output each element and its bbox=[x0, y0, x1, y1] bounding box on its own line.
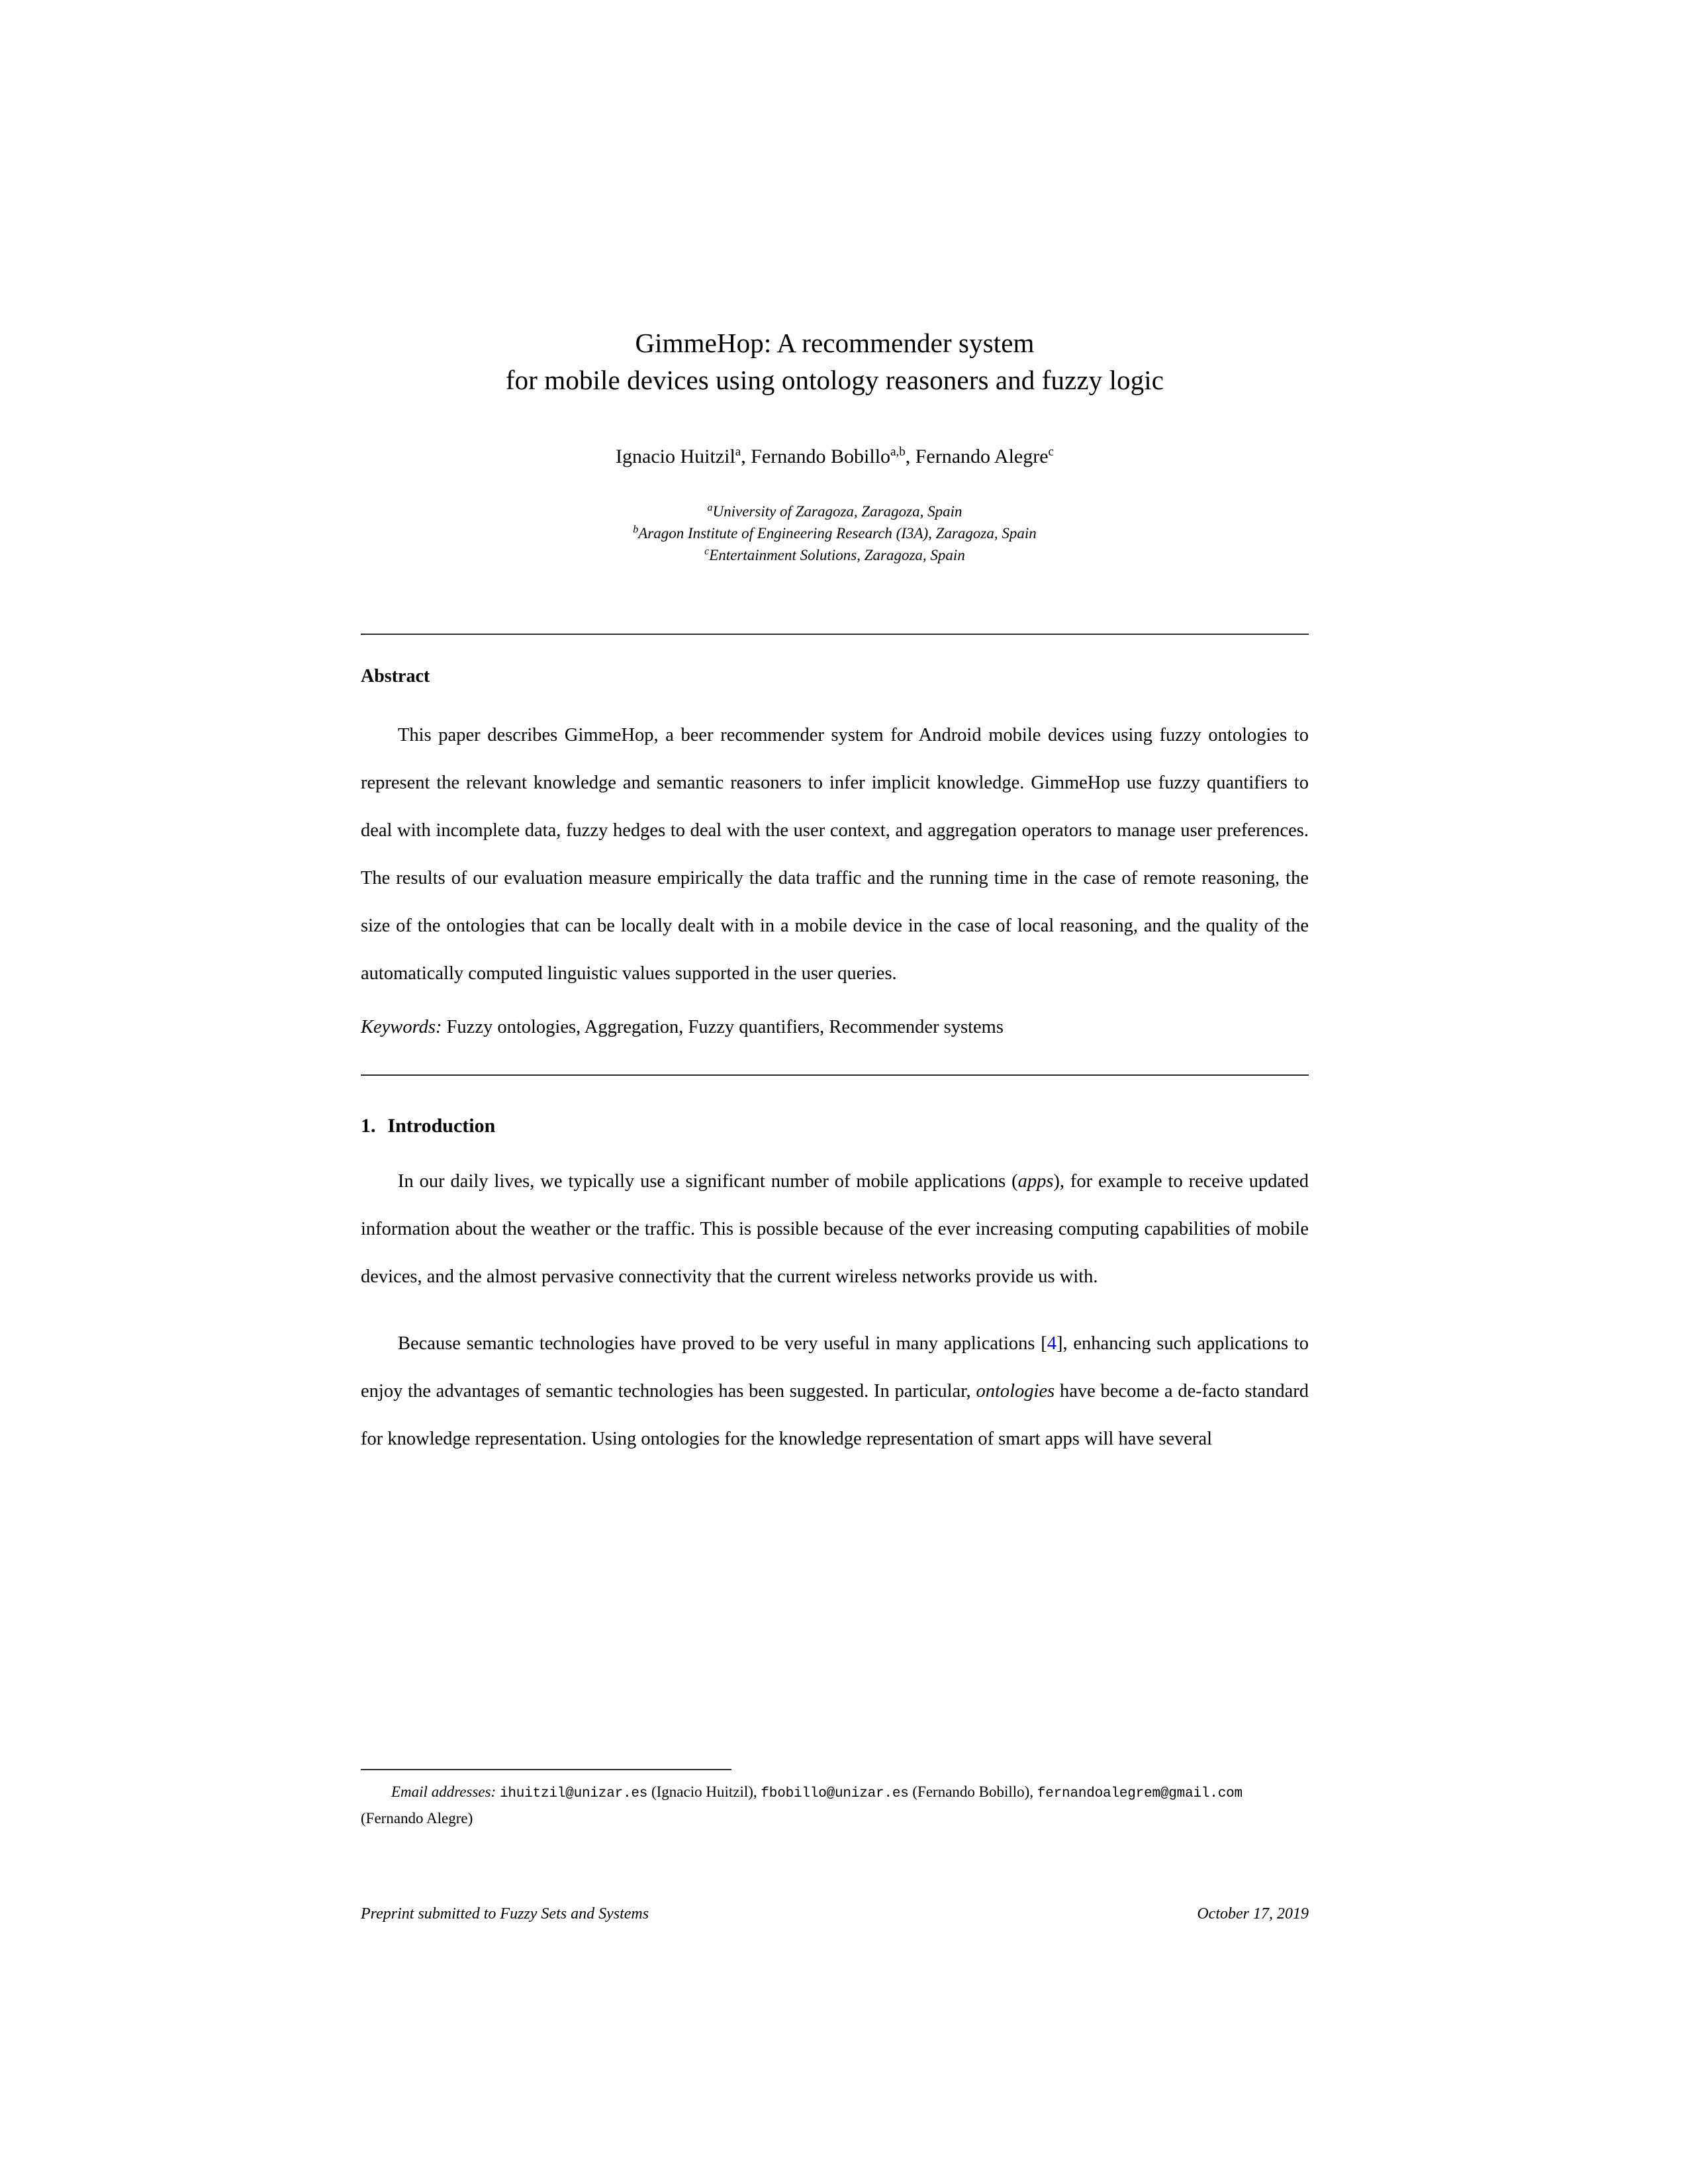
footnote-label: Email addresses: bbox=[391, 1783, 496, 1800]
author-separator-1: , bbox=[905, 446, 915, 467]
email-link-bobillo[interactable]: fbobillo@unizar.es bbox=[761, 1786, 909, 1801]
email-link-alegre[interactable]: fernandoalegrem@gmail.com bbox=[1037, 1786, 1243, 1801]
affiliation-text: University of Zaragoza, Zaragoza, Spain bbox=[712, 503, 962, 520]
footer-journal: Preprint submitted to Fuzzy Sets and Systems bbox=[361, 1905, 649, 1923]
abstract-heading: Abstract bbox=[361, 666, 430, 687]
author-name: Fernando Alegre bbox=[915, 446, 1049, 467]
section-heading-introduction bbox=[361, 1113, 1309, 1139]
body-paragraph-1 bbox=[361, 1158, 1309, 1301]
title-line-2: for mobile devices using ontology reasoners and fuzzy logic bbox=[505, 365, 1164, 395]
affiliation-marker: c bbox=[704, 546, 710, 557]
footnote-name-1: (Ignacio Huitzil), bbox=[651, 1783, 757, 1800]
paragraph-2-pre: Because semantic technologies have proved to be very useful in many applications [ bbox=[398, 1333, 1047, 1354]
affiliation-text: Entertainment Solutions, Zaragoza, Spain bbox=[709, 547, 965, 563]
author-affil-marker: a bbox=[735, 445, 741, 459]
page-footer bbox=[361, 1903, 1309, 1924]
affiliation-marker: b bbox=[633, 524, 639, 536]
keywords-list: Fuzzy ontologies, Aggregation, Fuzzy quantifiers, Recommender systems bbox=[446, 1017, 1004, 1037]
abstract-bottom-divider bbox=[361, 1074, 1309, 1076]
abstract-text: This paper describes GimmeHop, a beer recommender system for Android mobile devices using fuzzy ontologies to represent the relevant knowledge and semantic reasoners to infer implicit knowledge. GimmeHop use fuzzy quantifiers to deal with incomplete data, fuzzy hedges to deal with the user context, and aggregation operators to manage user preferences. The results of our evaluation measure empirically the data traffic and the running time in the case of remote reasoning, the size of the ontologies that can be locally dealt with in a mobile device in the case of local reasoning, and the quality of the automatically computed linguistic values supported in the user queries. bbox=[361, 725, 1309, 984]
affiliation-a bbox=[361, 500, 1309, 522]
keywords-line bbox=[361, 1012, 1309, 1043]
title-line-1: GimmeHop: A recommender system bbox=[635, 328, 1035, 358]
author-2 bbox=[915, 446, 1054, 467]
paragraph-1-post: ), for example to receive updated information about the weather or the traffic. This is possible because of the ever increasing computing capabilities of mobile devices, and the almost pervasive connectivity that the current wireless networks provide us with. bbox=[361, 1171, 1309, 1287]
affiliation-marker: a bbox=[707, 502, 713, 514]
paragraph-2-mid: ], enhancing such applications to enjoy the advantages of semantic technologies has been suggested. In particular, bbox=[361, 1333, 1309, 1401]
paragraph-2-post: have become a de-facto standard for knowledge representation. Using ontologies for the knowledge representation of smart apps will have several bbox=[361, 1380, 1309, 1449]
footnote-email-addresses bbox=[361, 1780, 1309, 1830]
footnote-name-2: (Fernando Bobillo), bbox=[912, 1783, 1034, 1800]
emphasis-ontologies: ontologies bbox=[976, 1380, 1055, 1401]
author-affil-marker: c bbox=[1048, 445, 1054, 459]
section-title: Introduction bbox=[387, 1115, 496, 1137]
body-paragraph-2 bbox=[361, 1320, 1309, 1463]
email-link-huitzil[interactable]: ihuitzil@unizar.es bbox=[499, 1786, 648, 1801]
author-name: Ignacio Huitzil bbox=[616, 446, 735, 467]
footer-date: October 17, 2019 bbox=[1197, 1905, 1309, 1923]
author-list bbox=[361, 444, 1309, 470]
footnote-divider bbox=[361, 1769, 731, 1770]
author-1 bbox=[751, 446, 906, 467]
abstract-top-divider bbox=[361, 634, 1309, 635]
author-affil-marker: a,b bbox=[890, 445, 906, 459]
affiliation-b bbox=[361, 522, 1309, 544]
footnote-block bbox=[361, 1769, 1309, 1830]
paragraph-1-pre: In our daily lives, we typically use a significant number of mobile applications ( bbox=[398, 1171, 1018, 1192]
citation-link-4[interactable]: 4 bbox=[1047, 1333, 1056, 1354]
paper-title bbox=[361, 324, 1309, 399]
author-separator-0: , bbox=[741, 446, 751, 467]
author-name: Fernando Bobillo bbox=[751, 446, 891, 467]
author-0 bbox=[616, 446, 741, 467]
footnote-name-3: (Fernando Alegre) bbox=[361, 1810, 473, 1827]
emphasis-apps: apps bbox=[1017, 1171, 1054, 1192]
keywords-label: Keywords: bbox=[361, 1017, 442, 1037]
content-column bbox=[361, 0, 1309, 1482]
affiliation-text: Aragon Institute of Engineering Research (I3A), Zaragoza, Spain bbox=[638, 525, 1037, 542]
affiliation-c bbox=[361, 544, 1309, 566]
section-number: 1. bbox=[361, 1115, 376, 1137]
affiliation-list bbox=[361, 500, 1309, 566]
